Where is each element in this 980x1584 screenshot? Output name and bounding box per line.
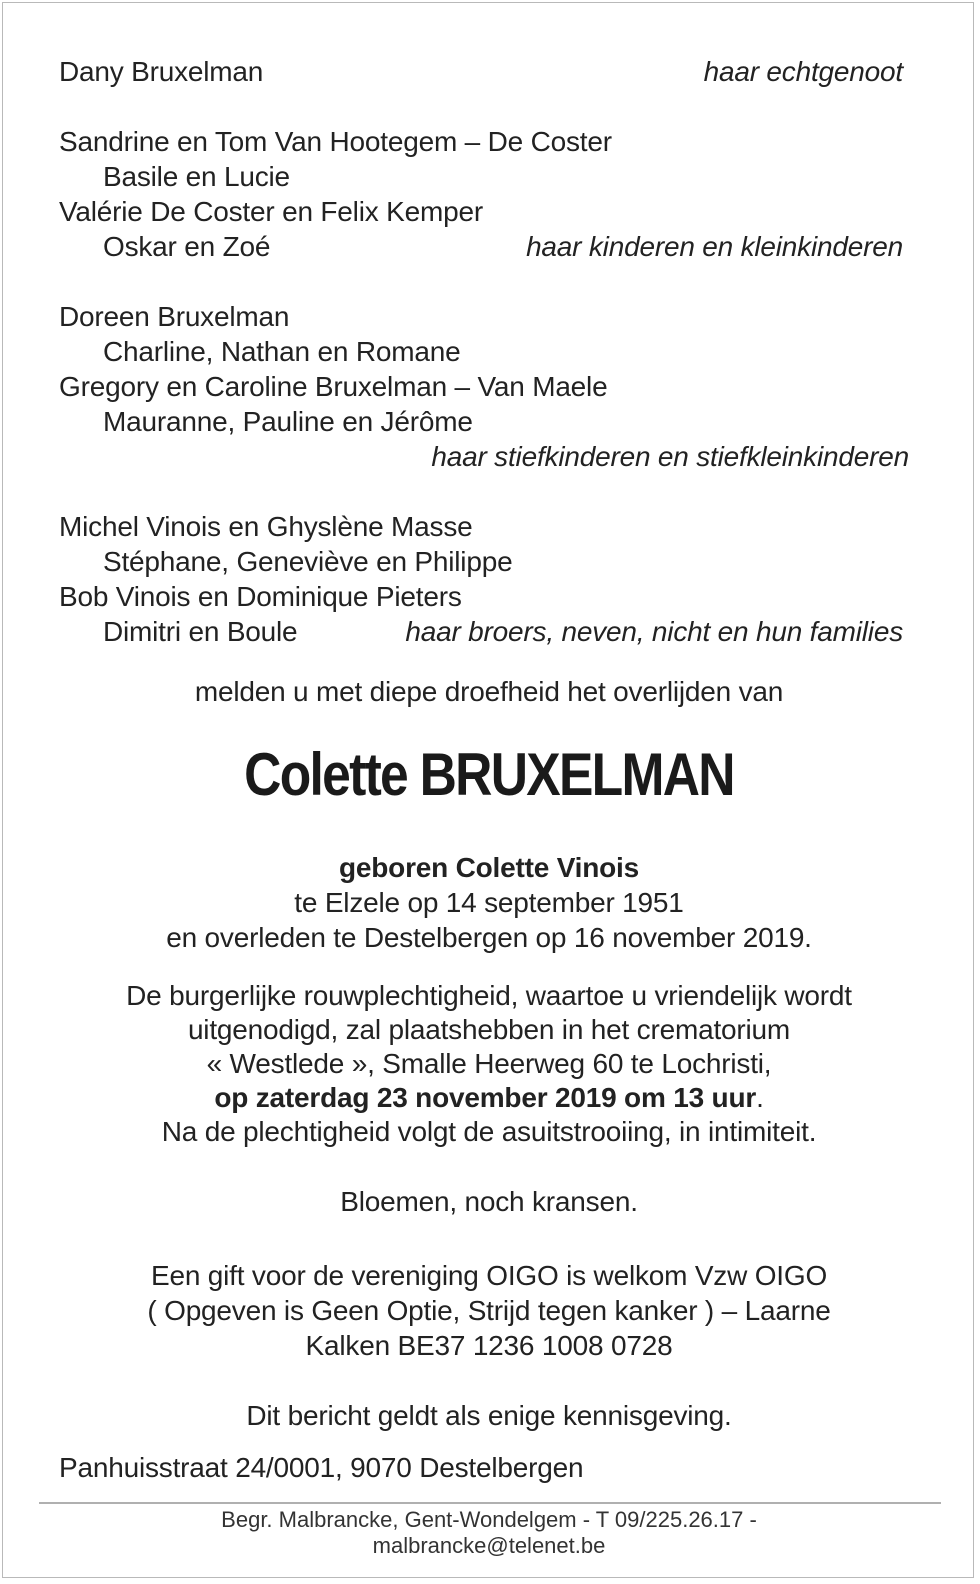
- ceremony-line-5: Na de plechtigheid volgt de asuitstrooiing, in intimiteit.: [161, 1116, 817, 1147]
- ceremony-date-line: [3, 1081, 975, 1115]
- spouse-role: haar echtgenoot: [703, 56, 903, 87]
- ceremony-date: op zaterdag 23 november 2019 om 13 uur: [214, 1082, 757, 1113]
- children-role: haar kinderen en kleinkinderen: [526, 231, 903, 262]
- stepchildren-role: haar stiefkinderen en stiefkleinkinderen: [431, 441, 909, 472]
- children-line-4: Oskar en Zoé: [103, 231, 271, 262]
- notice-text: Dit bericht geldt als enige kennisgeving.: [246, 1400, 732, 1431]
- donation-line-2: ( Opgeven is Geen Optie, Strijd tegen kanker ) – Laarne: [147, 1295, 831, 1326]
- footer-divider: [39, 1502, 941, 1504]
- siblings-line-1: Michel Vinois en Ghyslène Masse: [59, 511, 473, 542]
- children-line-2: Basile en Lucie: [103, 161, 290, 192]
- birth-name: geboren Colette Vinois: [338, 852, 640, 883]
- siblings-line-3: Bob Vinois en Dominique Pieters: [59, 581, 462, 612]
- ceremony-line-1: De burgerlijke rouwplechtigheid, waartoe u vriendelijk wordt: [126, 980, 852, 1011]
- footer-line-1: Begr. Malbrancke, Gent-Wondelgem - T 09/225.26.17 -: [221, 1507, 757, 1532]
- stepchildren-line-4: Mauranne, Pauline en Jérôme: [103, 406, 473, 437]
- siblings-role: haar broers, neven, nicht en hun families: [405, 616, 903, 647]
- stepchildren-line-2: Charline, Nathan en Romane: [103, 336, 461, 367]
- siblings-line-2: Stéphane, Geneviève en Philippe: [103, 546, 513, 577]
- footer-email: malbrancke@telenet.be: [372, 1533, 606, 1558]
- birth-details: te Elzele op 14 september 1951: [294, 887, 684, 918]
- donation-line-1: Een gift voor de vereniging OIGO is welkom Vzw OIGO: [150, 1260, 828, 1291]
- funeral-director-footer: [3, 1507, 975, 1559]
- ceremony-line-2: uitgenodigd, zal plaatshebben in het crematorium: [187, 1014, 791, 1045]
- stepchildren-line-3: Gregory en Caroline Bruxelman – Van Maele: [59, 371, 608, 402]
- donation-line-3: Kalken BE37 1236 1008 0728: [305, 1330, 673, 1361]
- obituary-notice: [2, 2, 974, 1578]
- home-address: Panhuisstraat 24/0001, 9070 Destelbergen: [59, 1452, 584, 1483]
- death-details: en overleden te Destelbergen op 16 november 2019.: [166, 922, 812, 953]
- ceremony-date-suffix: .: [756, 1082, 764, 1113]
- ceremony-line-3: « Westlede », Smalle Heerweg 60 te Lochristi,: [206, 1048, 772, 1079]
- flowers-text: Bloemen, noch kransen.: [340, 1186, 638, 1217]
- announcement-text: melden u met diepe droefheid het overlijden van: [194, 676, 784, 707]
- children-line-3: Valérie De Coster en Felix Kemper: [59, 196, 483, 227]
- siblings-line-4: Dimitri en Boule: [103, 616, 298, 647]
- stepchildren-line-1: Doreen Bruxelman: [59, 301, 290, 332]
- children-line-1: Sandrine en Tom Van Hootegem – De Coster: [59, 126, 612, 157]
- spouse-name: Dany Bruxelman: [59, 56, 264, 87]
- deceased-name: Colette BRUXELMAN: [244, 741, 734, 808]
